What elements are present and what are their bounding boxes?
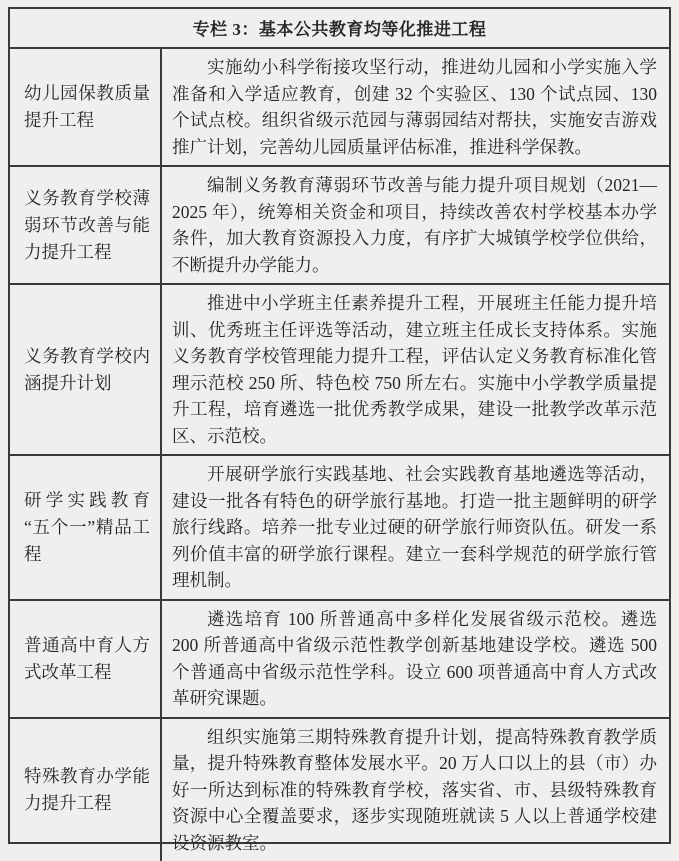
table-title: 专栏 3：基本公共教育均等化推进工程 (10, 9, 669, 47)
project-description-cell (162, 456, 669, 599)
project-name: 普通高中育人方式改革工程 (10, 601, 162, 717)
project-description: 组织实施第三期特殊教育提升计划，提高特殊教育教学质量，提升特殊教育整体发展水平。20 万人口以上的县（市）办好一所达到标准的特殊教育学校，落实省、市、县级特殊教育资源中心全覆盖要求，逐步实现随班就读 5 人以上普通学校建设资源教室。 (172, 724, 657, 857)
column3-table (8, 7, 671, 844)
table-row (10, 47, 669, 165)
table-row (10, 283, 669, 454)
table-row (10, 454, 669, 599)
project-description: 编制义务教育薄弱环节改善与能力提升项目规划（2021—2025 年），统筹相关资金和项目，持续改善农村学校基本办学条件，加大教育资源投入力度，有序扩大城镇学校学位供给，不断提升办学能力。 (172, 172, 657, 278)
project-name: 幼儿园保教质量提升工程 (10, 49, 162, 165)
project-description-cell (162, 719, 669, 861)
project-description-cell (162, 601, 669, 717)
table-row (10, 165, 669, 283)
table-row (10, 717, 669, 861)
project-description-cell (162, 49, 669, 165)
project-description: 实施幼小科学衔接攻坚行动，推进幼儿园和小学实施入学准备和入学适应教育，创建 32 个实验区、130 个试点园、130 个试点校。组织省级示范园与薄弱园结对帮扶，实施安吉游戏推广计划，完善幼儿园质量评估标准，推进科学保教。 (172, 54, 657, 160)
project-name: 特殊教育办学能力提升工程 (10, 719, 162, 861)
table-row (10, 599, 669, 717)
project-name: 义务教育学校薄弱环节改善与能力提升工程 (10, 167, 162, 283)
project-description-cell (162, 167, 669, 283)
project-description: 遴选培育 100 所普通高中多样化发展省级示范校。遴选 200 所普通高中省级示范性教学创新基地建设学校。遴选 500 个普通高中省级示范性学科。设立 600 项普通高中育人方式改革研究课题。 (172, 606, 657, 712)
project-name: 研学实践教育“五个一”精品工程 (10, 456, 162, 599)
project-description: 开展研学旅行实践基地、社会实践教育基地遴选等活动，建设一批各有特色的研学旅行基地。打造一批主题鲜明的研学旅行线路。培养一批专业过硬的研学旅行师资队伍。研发一系列价值丰富的研学旅行课程。建立一套科学规范的研学旅行管理机制。 (172, 461, 657, 594)
project-name: 义务教育学校内涵提升计划 (10, 285, 162, 454)
project-description-cell (162, 285, 669, 454)
project-description: 推进中小学班主任素养提升工程，开展班主任能力提升培训、优秀班主任评选等活动，建立班主任成长支持体系。实施义务教育学校管理能力提升工程，评估认定义务教育标准化管理示范校 250 所、特色校 750 所左右。实施中小学教学质量提升工程，培育遴选一批优秀教学成果，建设一批教学改革示范区、示范校。 (172, 290, 657, 449)
